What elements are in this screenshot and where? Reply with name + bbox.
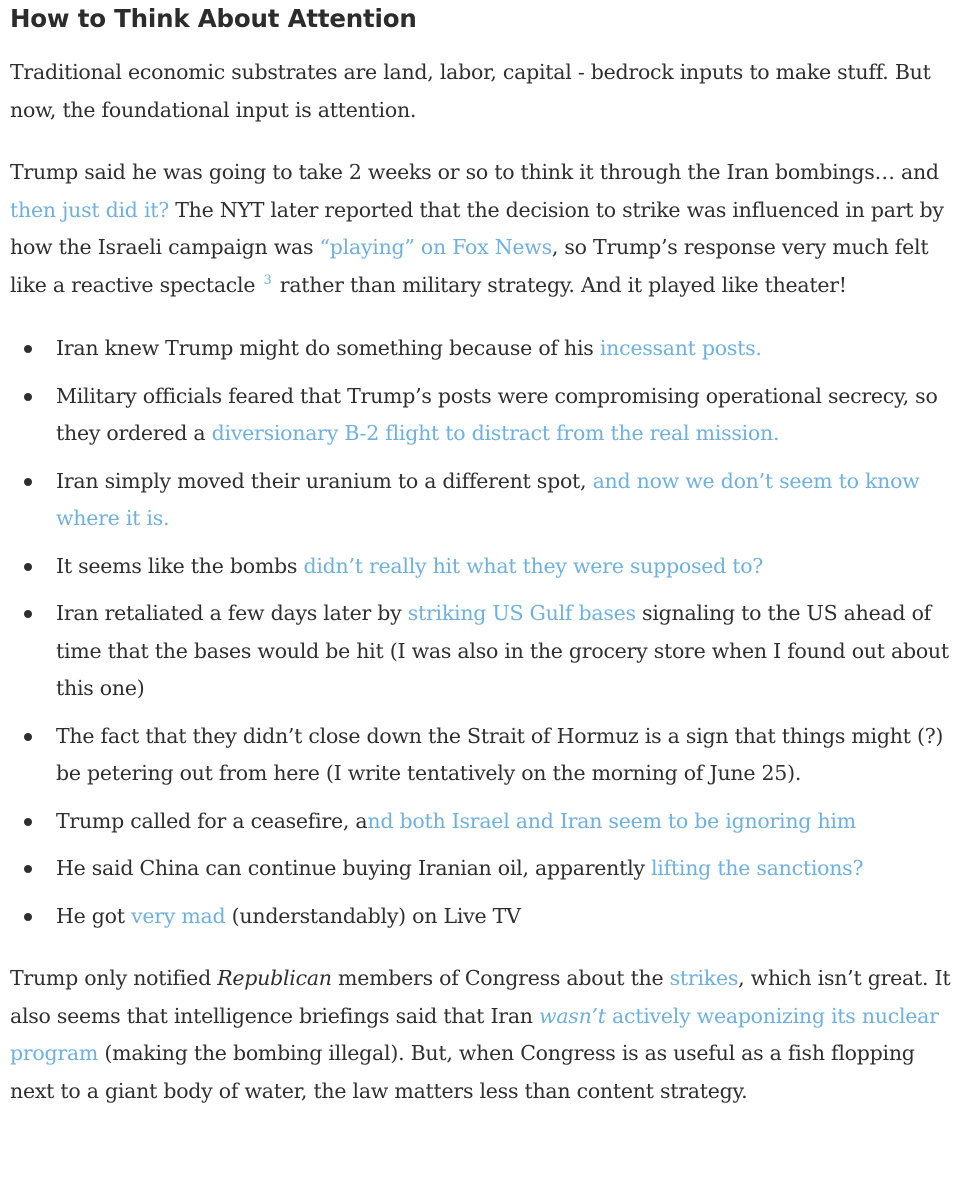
list-item: [10, 595, 955, 708]
congress-paragraph: [10, 960, 955, 1110]
list-item: [10, 850, 955, 888]
strikes-link[interactable]: strikes: [669, 966, 739, 990]
text-run: The fact that they didn’t close down the Strait of Hormuz is a sign that things might (?) be petering out from here (I write tentatively on the morning of June 25).: [56, 723, 944, 785]
text-run: (making the bombing illegal). But, when Congress is as useful as a fish flopping next to a giant body of water, the law matters less than content strategy.: [10, 1041, 915, 1103]
gulf-bases-link[interactable]: striking US Gulf bases: [407, 601, 636, 625]
text-run: , so Trump’s response very much felt like a reactive spectacle: [10, 235, 929, 297]
list-item: [10, 548, 955, 586]
list-item: [10, 898, 955, 936]
footnote-marker[interactable]: 3: [263, 272, 272, 288]
bullet-list: [10, 330, 955, 935]
text-run: Military officials feared that Trump’s posts were compromising operational secrecy, so they ordered a: [56, 383, 938, 445]
bullet-dot-icon: [24, 913, 32, 921]
uranium-location-link[interactable]: and now we don’t seem to know where it is.: [56, 468, 920, 530]
text-run: Trump said he was going to take 2 weeks or so to think it through the Iran bombings… and: [10, 160, 939, 184]
list-item: [10, 378, 955, 453]
context-paragraph: [10, 154, 955, 304]
bombs-hit-link[interactable]: didn’t really hit what they were supposed to?: [303, 553, 764, 578]
bullet-dot-icon: [24, 345, 32, 353]
diversionary-flight-link[interactable]: diversionary B-2 flight to distract from the real mission.: [211, 421, 780, 445]
text-run: Trump called for a ceasefire, a: [56, 808, 368, 833]
intro-paragraph: Traditional economic substrates are land, labor, capital - bedrock inputs to make stuff. But now, the foundational input is attention.: [10, 60, 931, 122]
list-item: [10, 463, 955, 538]
text-run: members of Congress about the: [331, 966, 670, 990]
text-run: He said China can continue buying Iranian oil, apparently: [56, 856, 651, 880]
bullet-dot-icon: [24, 733, 32, 741]
emphasis-text: Republican: [217, 966, 332, 990]
bullet-dot-icon: [24, 865, 32, 873]
fox-news-link[interactable]: “playing” on Fox News: [319, 235, 552, 259]
text-run: Trump only notified: [10, 966, 218, 990]
text-run: , which isn’t great. It also seems that intelligence briefings said that Iran: [10, 966, 951, 1028]
text-run: Iran knew Trump might do something because of his: [56, 336, 600, 360]
section-heading: How to Think About Attention: [10, 4, 417, 33]
ceasefire-ignored-link[interactable]: nd both Israel and Iran seem to be ignoring him: [367, 808, 856, 833]
bullet-dot-icon: [24, 563, 32, 571]
sanctions-link[interactable]: lifting the sanctions?: [650, 856, 864, 880]
list-item: [10, 803, 955, 841]
very-mad-link[interactable]: very mad: [131, 903, 226, 928]
then-just-did-it-link[interactable]: then just did it?: [10, 197, 169, 222]
bullet-dot-icon: [24, 610, 32, 618]
link-text: actively weaponizing its nuclear program: [10, 1003, 939, 1065]
text-run: Iran simply moved their uranium to a different spot,: [56, 468, 593, 493]
link-emphasis: wasn’t: [539, 1003, 606, 1028]
text-run: Iran retaliated a few days later by: [56, 601, 408, 625]
list-item: [10, 330, 955, 368]
incessant-posts-link[interactable]: incessant posts.: [599, 336, 762, 360]
bullet-dot-icon: [24, 478, 32, 486]
text-run: (understandably) on Live TV: [225, 903, 521, 928]
text-run: The NYT later reported that the decision to strike was influenced in part by how the Israeli campaign was: [10, 197, 944, 259]
list-item: [10, 718, 955, 793]
text-run: He got: [56, 903, 131, 928]
bullet-dot-icon: [24, 393, 32, 401]
text-run: signaling to the US ahead of time that the bases would be hit (I was also in the grocery store when I found out about this one): [56, 601, 949, 700]
text-run: rather than military strategy. And it played like theater!: [273, 272, 847, 297]
text-run: It seems like the bombs: [56, 553, 304, 578]
bullet-dot-icon: [24, 818, 32, 826]
